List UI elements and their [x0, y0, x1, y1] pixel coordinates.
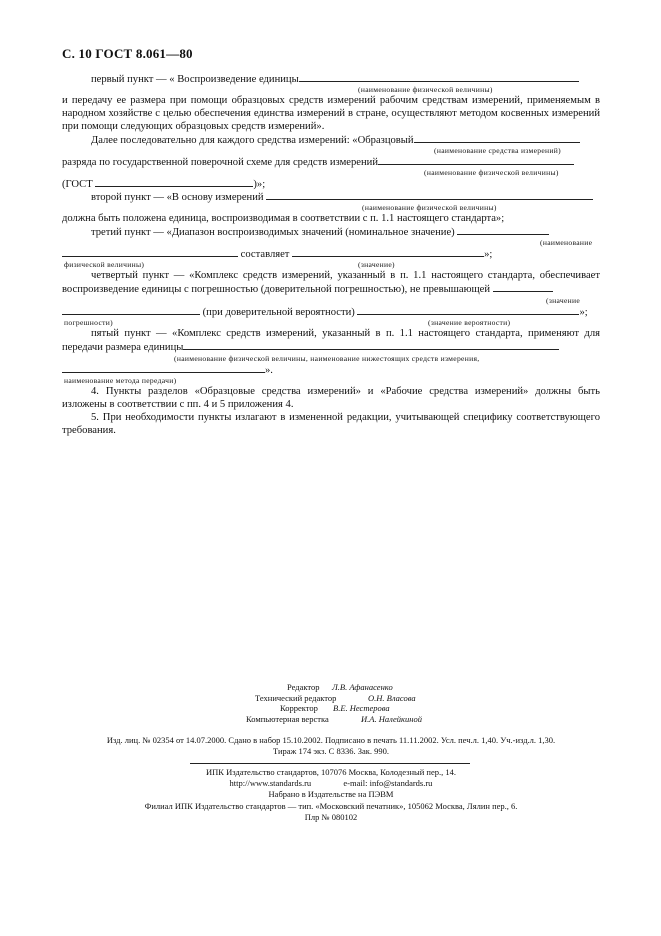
text-line: составляет »;: [62, 247, 600, 260]
text-line: Далее последовательно для каждого средства измерений: «Образцовый: [62, 133, 600, 146]
text-line: должна быть положена единица, воспроизводимая в соответствии с п. 1.1 настоящего стандарта»;: [62, 213, 505, 224]
text-line: первый пункт — « Воспроизведение единицы: [62, 72, 600, 85]
fill-blank: [414, 133, 580, 143]
fill-blank: [183, 340, 559, 350]
text-paragraph: четвертый пункт — «Комплекс средств измерений, указанный в п. 1.1 настоящего стандарта, обеспечивает воспроизведение единицы с погрешностью (доверительной погрешностью), не превышающей: [62, 270, 600, 295]
field-caption: (наименование физической величины): [358, 85, 493, 94]
field-caption: наименование метода передачи): [64, 376, 177, 385]
text-paragraph: 5. При необходимости пункты излагают в измененной редакции, учитывающей специфику соответствующего требования.: [62, 412, 600, 436]
publisher-info: ИПК Издательство стандартов, 107076 Москва, Колодезный пер., 14. http://www.standards.ru e-mail: info@standards.ru Набрано в Издательстве на ПЭВМ Филиал ИПК Издательство стандартов — тип. «Московский печатник», 105062 Москва, Лялин пер., 6. Плр № 080102: [62, 767, 600, 823]
fill-blank: [357, 305, 579, 315]
fill-blank: [266, 190, 593, 200]
field-caption: погрешности) (значение вероятности): [64, 318, 511, 327]
fill-blank: [493, 282, 553, 292]
field-caption: (наименование физической величины): [362, 203, 497, 212]
text-line: третий пункт — «Диапазон воспроизводимых значений (номинальное значение): [62, 225, 600, 238]
text-paragraph: 4. Пункты разделов «Образцовые средства измерений» и «Рабочие средства измерений» должны быть изложены в соответствии с пп. 4 и 5 приложения 4.: [62, 386, 600, 410]
fill-blank: [378, 155, 574, 165]
editorial-credits: [0, 682, 661, 724]
text-line: разряда по государственной поверочной схеме для средств измерений: [62, 155, 600, 168]
page-header: С. 10 ГОСТ 8.061—80: [62, 46, 193, 61]
field-caption: (значение: [546, 296, 581, 305]
field-caption: физической величины) (значение): [64, 260, 395, 269]
print-imprint: Изд. лиц. № 02354 от 14.07.2000. Сдано в набор 15.10.2002. Подписано в печать 11.11.2002. Усл. печ.л. 1,40. Уч.-изд.л. 1,30. Тираж 174 экз. С 8336. Зак. 990.: [106, 735, 556, 756]
email-link[interactable]: e-mail: info@standards.ru: [343, 778, 433, 789]
text-paragraph: и передачу ее размера при помощи образцовых средств измерений рабочим средствам измерений, применяемым в народном хозяйстве с целью обеспечения единства измерений в стране, осуществляют методом косвенных измерений при помощи следующих образцовых средств измерений».: [62, 95, 600, 132]
credit-row: Редактор Л.В. Афанасенко: [287, 682, 393, 692]
divider: [190, 763, 470, 764]
text-paragraph: пятый пункт — «Комплекс средств измерений, указанный в п. 1.1 настоящего стандарта, применяют для передачи размера единицы: [62, 328, 600, 353]
text-line: (ГОСТ )»;: [62, 179, 266, 190]
field-caption: (наименование: [540, 238, 593, 247]
document-body: [62, 72, 600, 437]
fill-blank: [299, 72, 579, 82]
fill-blank: [457, 225, 549, 235]
fill-blank: [62, 305, 200, 315]
field-caption: (наименование физической величины): [424, 168, 559, 177]
field-caption: (наименование физической величины, наименование нижестоящих средств измерения,: [174, 354, 480, 363]
fill-blank: [62, 247, 238, 257]
text-line: (при доверительной вероятности) »;: [62, 305, 600, 318]
field-caption: (наименование средства измерений): [434, 146, 561, 155]
text-line: второй пункт — «В основу измерений: [62, 190, 600, 203]
website-link[interactable]: http://www.standards.ru: [229, 778, 312, 789]
credit-row: Технический редактор О.Н. Власова: [255, 692, 416, 703]
fill-blank: [292, 247, 484, 257]
credit-row: Компьютерная верстка И.А. Налейкиной: [246, 713, 422, 724]
text-line: ».: [62, 363, 600, 376]
fill-blank: [62, 363, 265, 373]
fill-blank: [95, 177, 253, 187]
contact-line: [62, 778, 600, 789]
credit-row: Корректор В.Е. Нестерова: [280, 703, 390, 713]
